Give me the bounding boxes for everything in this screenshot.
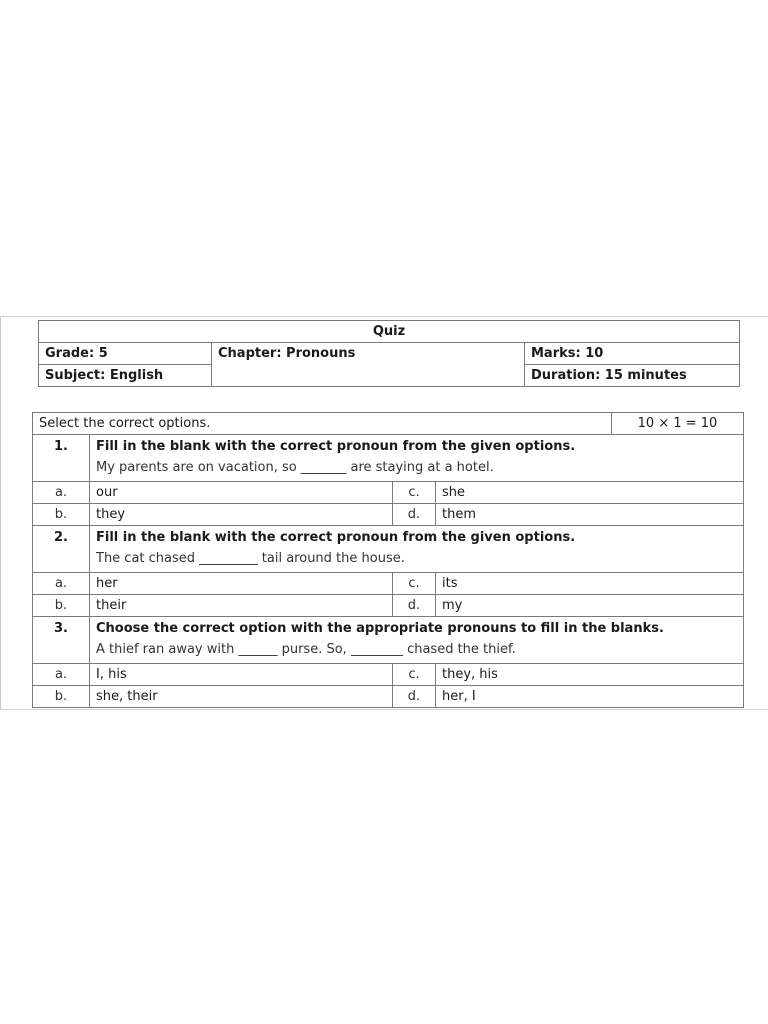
question-prompt: Choose the correct option with the appropriate pronouns to fill in the blanks. (96, 621, 664, 636)
option-text[interactable]: my (436, 595, 744, 617)
option-text[interactable]: her, I (436, 686, 744, 708)
question-prompt: Fill in the blank with the correct pronoun from the given options. (96, 530, 576, 545)
option-text[interactable]: her (90, 573, 393, 595)
option-letter: c. (393, 573, 436, 595)
question-number: 3. (33, 617, 90, 664)
duration-label: Duration: 15 minutes (525, 365, 740, 387)
option-text[interactable]: she (436, 482, 744, 504)
option-letter: b. (33, 686, 90, 708)
option-row (33, 573, 744, 595)
option-letter: d. (393, 686, 436, 708)
section-instruction: Select the correct options. (33, 413, 612, 435)
question-block (90, 617, 744, 664)
option-text[interactable]: I, his (90, 664, 393, 686)
option-text[interactable]: they (90, 504, 393, 526)
sheet-edge (0, 317, 1, 709)
option-letter: a. (33, 573, 90, 595)
option-letter: c. (393, 664, 436, 686)
quiz-title: Quiz (39, 321, 740, 343)
question-number: 2. (33, 526, 90, 573)
option-text[interactable]: them (436, 504, 744, 526)
option-letter: a. (33, 664, 90, 686)
quiz-header-table (38, 320, 740, 387)
option-row (33, 482, 744, 504)
questions-table (32, 412, 744, 708)
option-text[interactable]: she, their (90, 686, 393, 708)
option-row (33, 504, 744, 526)
marks-label: Marks: 10 (525, 343, 740, 365)
option-letter: a. (33, 482, 90, 504)
option-letter: b. (33, 504, 90, 526)
option-letter: b. (33, 595, 90, 617)
option-row (33, 686, 744, 708)
grade-label: Grade: 5 (39, 343, 212, 365)
option-text[interactable]: their (90, 595, 393, 617)
option-letter: c. (393, 482, 436, 504)
quiz-sheet (0, 316, 768, 710)
question-sentence: A thief ran away with ______ purse. So, ________ chased the thief. (96, 642, 516, 657)
option-row (33, 595, 744, 617)
option-text[interactable]: our (90, 482, 393, 504)
chapter-label: Chapter: Pronouns (212, 343, 525, 387)
question-sentence: My parents are on vacation, so _______ are staying at a hotel. (96, 460, 494, 475)
question-prompt: Fill in the blank with the correct pronoun from the given options. (96, 439, 576, 454)
subject-label: Subject: English (39, 365, 212, 387)
option-letter: d. (393, 595, 436, 617)
question-number: 1. (33, 435, 90, 482)
question-sentence: The cat chased _________ tail around the house. (96, 551, 405, 566)
question-block (90, 526, 744, 573)
question-block (90, 435, 744, 482)
option-letter: d. (393, 504, 436, 526)
option-text[interactable]: its (436, 573, 744, 595)
section-marks: 10 × 1 = 10 (612, 413, 744, 435)
option-row (33, 664, 744, 686)
option-text[interactable]: they, his (436, 664, 744, 686)
